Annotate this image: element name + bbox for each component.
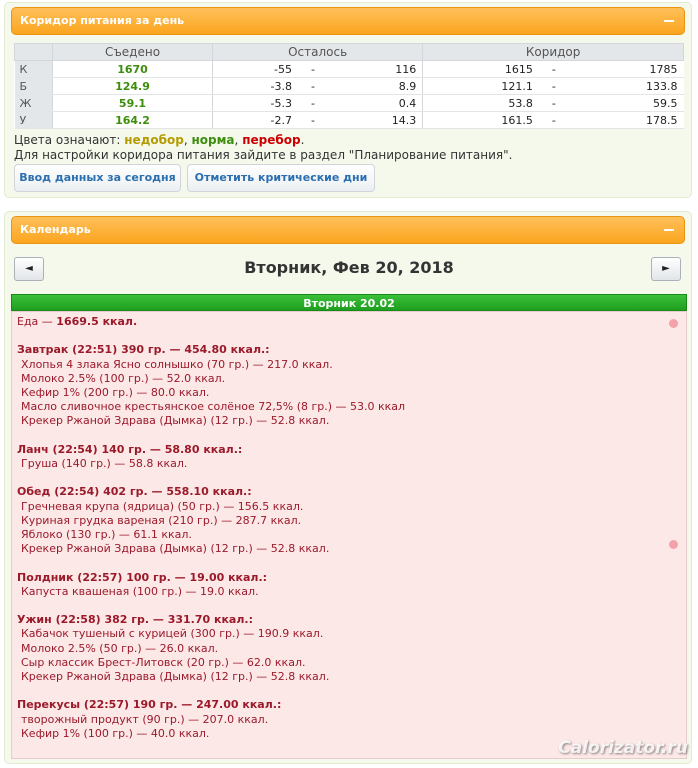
corridor-min-value: 53.8 — [423, 95, 539, 112]
food-item[interactable]: Кефир 1% (100 гр.) — 40.0 ккал. — [21, 726, 210, 740]
eaten-value: 164.2 — [53, 112, 213, 129]
food-total-value: 1669.5 ккал. — [56, 315, 138, 328]
apple-icon[interactable] — [669, 319, 678, 328]
table-row — [15, 61, 684, 78]
legend-over: перебор — [242, 133, 301, 147]
corridor-max-value: 59.5 — [569, 95, 684, 112]
day-header[interactable]: Вторник 20.02 — [11, 294, 687, 311]
calendar-panel-header[interactable] — [11, 216, 685, 244]
day-diary — [11, 311, 687, 759]
food-item[interactable]: Сыр классик Брест-Литовск (20 гр.) — 62.0 ккал. — [21, 655, 306, 669]
legend-normal: норма — [191, 133, 235, 147]
corridor-panel-header[interactable] — [11, 7, 685, 35]
dash: - — [539, 112, 569, 129]
food-item[interactable]: Груша (140 гр.) — 58.8 ккал. — [21, 457, 188, 470]
food-item[interactable]: Крекер Ржаной Здрава (Дымка) (12 гр.) — 52.8 ккал. — [21, 414, 330, 428]
food-item[interactable]: Хлопья 4 злака Ясно солнышко (70 гр.) — 217.0 ккал. — [21, 357, 333, 371]
meal-title[interactable]: Полдник (22:57) 100 гр. — 19.00 ккал.: — [17, 570, 268, 584]
corridor-min-value: 1615 — [423, 61, 539, 78]
food-item[interactable]: Куриная грудка вареная (210 гр.) — 287.7 ккал. — [21, 513, 302, 527]
nutrition-corridor-table — [14, 43, 684, 129]
header-left: Осталось — [213, 44, 423, 61]
left-min-value: -55 — [213, 61, 298, 78]
food-item[interactable]: Гречневая крупа (ядрица) (50 гр.) — 156.5 ккал. — [21, 499, 304, 513]
food-item[interactable]: Кабачок тушеный с курицей (300 гр.) — 190.9 ккал. — [21, 627, 324, 641]
dash: - — [539, 95, 569, 112]
corridor-panel-title: Коридор питания за день — [20, 14, 185, 27]
food-item[interactable]: творожный продукт (90 гр.) — 207.0 ккал. — [21, 712, 269, 726]
eaten-value: 59.1 — [53, 95, 213, 112]
row-label: Б — [15, 78, 53, 95]
left-min-value: -2.7 — [213, 112, 298, 129]
dash: - — [298, 112, 328, 129]
left-max-value: 14.3 — [328, 112, 423, 129]
apple-icon[interactable] — [669, 540, 678, 549]
corridor-min-value: 161.5 — [423, 112, 539, 129]
meal-title[interactable]: Перекусы (22:57) 190 гр. — 247.00 ккал.: — [17, 698, 282, 712]
eaten-value: 1670 — [53, 61, 213, 78]
corridor-min-value: 121.1 — [423, 78, 539, 95]
food-total — [17, 315, 405, 329]
enter-today-button[interactable]: Ввод данных за сегодня — [14, 164, 181, 192]
watermark: Calorizator.ru — [558, 738, 688, 758]
next-day-button[interactable]: ► — [651, 257, 681, 281]
table-row — [15, 78, 684, 95]
color-legend — [14, 133, 512, 148]
diary-list — [17, 315, 405, 741]
food-item[interactable]: Масло сливочное крестьянское солёное 72,5% (8 гр.) — 53.0 ккал — [21, 400, 406, 414]
food-item[interactable]: Яблоко (130 гр.) — 61.1 ккал. — [21, 528, 192, 541]
table-row — [15, 112, 684, 129]
row-label: Ж — [15, 95, 53, 112]
dash: - — [298, 95, 328, 112]
legend-under: недобор — [124, 133, 184, 147]
calendar-panel-title: Календарь — [20, 223, 91, 236]
legend-block — [14, 133, 512, 163]
prev-day-button[interactable]: ◄ — [14, 257, 44, 281]
legend-end: . — [300, 133, 305, 147]
table-row — [15, 95, 684, 112]
header-corridor: Коридор — [423, 44, 684, 61]
planning-hint: Для настройки коридора питания зайдите в раздел "Планирование питания". — [14, 148, 513, 162]
food-item[interactable]: Кефир 1% (200 гр.) — 80.0 ккал. — [21, 386, 210, 399]
meal-title[interactable]: Ужин (22:58) 382 гр. — 331.70 ккал.: — [17, 613, 253, 627]
meal-title[interactable]: Ланч (22:54) 140 гр. — 58.80 ккал.: — [17, 442, 243, 456]
row-label: К — [15, 61, 53, 78]
dash: - — [298, 61, 328, 78]
table-header-row — [15, 44, 684, 61]
header-eaten: Съедено — [53, 44, 213, 61]
dash: - — [539, 61, 569, 78]
header-label-cell — [15, 44, 53, 61]
dash: - — [298, 78, 328, 95]
meal-title[interactable]: Завтрак (22:51) 390 гр. — 454.80 ккал.: — [17, 343, 270, 357]
legend-comma: , — [234, 133, 239, 147]
left-max-value: 8.9 — [328, 78, 423, 95]
food-item[interactable]: Капуста квашеная (100 гр.) — 19.0 ккал. — [21, 584, 259, 598]
food-item[interactable]: Молоко 2.5% (100 гр.) — 52.0 ккал. — [21, 371, 226, 385]
collapse-icon[interactable] — [664, 20, 674, 22]
calendar-date-title: Вторник, Фев 20, 2018 — [244, 258, 454, 277]
collapse-icon[interactable] — [664, 229, 674, 231]
mark-critical-days-button[interactable]: Отметить критические дни — [187, 164, 375, 192]
row-label: У — [15, 112, 53, 129]
food-total-label: Еда — — [17, 315, 53, 328]
food-item[interactable]: Молоко 2.5% (50 гр.) — 26.0 ккал. — [21, 641, 219, 655]
left-max-value: 0.4 — [328, 95, 423, 112]
corridor-max-value: 1785 — [569, 61, 684, 78]
left-max-value: 116 — [328, 61, 423, 78]
corridor-max-value: 133.8 — [569, 78, 684, 95]
dash: - — [539, 78, 569, 95]
food-item[interactable]: Крекер Ржаной Здрава (Дымка) (12 гр.) — 52.8 ккал. — [21, 670, 330, 683]
eaten-value: 124.9 — [53, 78, 213, 95]
left-min-value: -5.3 — [213, 95, 298, 112]
legend-comma: , — [183, 133, 188, 147]
corridor-max-value: 178.5 — [569, 112, 684, 129]
food-item[interactable]: Крекер Ржаной Здрава (Дымка) (12 гр.) — 52.8 ккал. — [21, 542, 330, 556]
legend-prefix: Цвета означают: — [14, 133, 121, 147]
meal-title[interactable]: Обед (22:54) 402 гр. — 558.10 ккал.: — [17, 485, 252, 499]
left-min-value: -3.8 — [213, 78, 298, 95]
